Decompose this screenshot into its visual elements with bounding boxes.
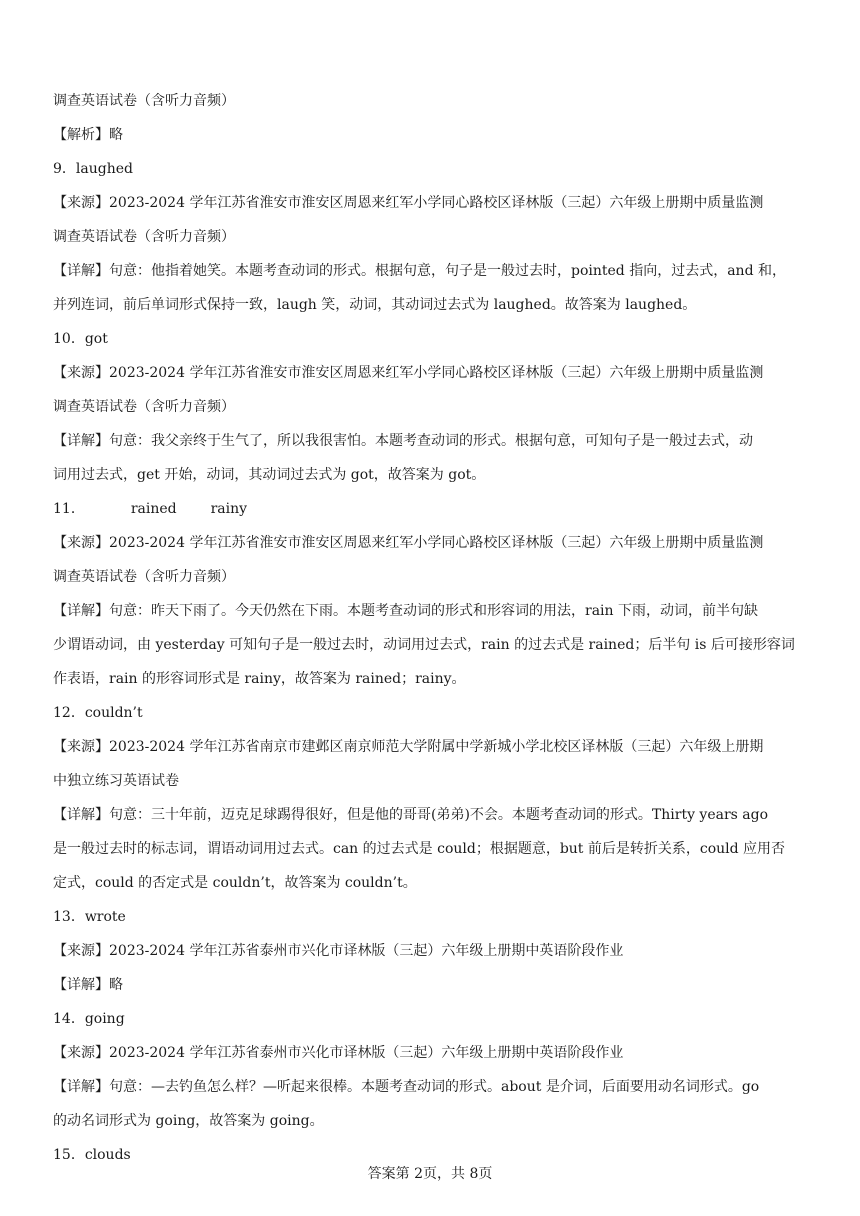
text-line: 调查英语试卷（含听力音频） xyxy=(53,399,235,415)
answer-content xyxy=(53,84,809,1172)
question-11-answer-1: rained xyxy=(130,501,177,517)
source-line: 【来源】2023-2024 学年江苏省淮安市淮安区周恩来红军小学同心路校区译林版（三起）六年级上册期中质量监测 xyxy=(53,195,764,211)
question-13-answer: 13．wrote xyxy=(53,909,126,925)
question-15-answer: 15．clouds xyxy=(53,1147,131,1163)
explanation-line: 少谓语动词，由 yesterday 可知句子是一般过去时，动词用过去式，rain 的过去式是 rained；后半句 is 后可接形容词 xyxy=(53,637,795,653)
explanation-line: 是一般过去时的标志词，谓语动词用过去式。can 的过去式是 could；根据题意，but 前后是转折关系，could 应用否 xyxy=(53,841,786,857)
question-14-answer: 14．going xyxy=(53,1011,125,1027)
explanation-line: 【详解】句意：—去钓鱼怎么样？—听起来很棒。本题考查动词的形式。about 是介词，后面要用动名词形式。go xyxy=(53,1079,760,1095)
explanation-line: 并列连词，前后单词形式保持一致，laugh 笑，动词，其动词过去式为 laughed。故答案为 laughed。 xyxy=(53,297,697,313)
text-line: 调查英语试卷（含听力音频） xyxy=(53,229,235,245)
explanation-line: 【详解】句意：他指着她笑。本题考查动词的形式。根据句意，句子是一般过去时，pointed 指向，过去式，and 和， xyxy=(53,263,786,279)
question-10-answer: 10．got xyxy=(53,331,108,347)
source-line: 【来源】2023-2024 学年江苏省泰州市兴化市译林版（三起）六年级上册期中英语阶段作业 xyxy=(53,943,624,959)
source-line: 【来源】2023-2024 学年江苏省淮安市淮安区周恩来红军小学同心路校区译林版（三起）六年级上册期中质量监测 xyxy=(53,365,764,381)
explanation-line: 【详解】句意：我父亲终于生气了，所以我很害怕。本题考查动词的形式。根据句意，可知句子是一般过去式，动 xyxy=(53,433,753,449)
text-line: 中独立练习英语试卷 xyxy=(53,773,179,789)
text-line: 【解析】略 xyxy=(53,127,123,143)
question-11-answer-2: rainy xyxy=(210,501,248,517)
explanation-line: 的动名词形式为 going，故答案为 going。 xyxy=(53,1113,324,1129)
question-12-answer: 12．couldn’t xyxy=(53,705,143,721)
text-line: 调查英语试卷（含听力音频） xyxy=(53,93,235,109)
page-footer: 答案第 2页，共 8页 xyxy=(367,1166,493,1182)
explanation-line: 【详解】句意：三十年前，迈克足球踢得很好，但是他的哥哥(弟弟)不会。本题考查动词的形式。Thirty years ago xyxy=(53,807,769,823)
explanation-line: 词用过去式，get 开始，动词，其动词过去式为 got，故答案为 got。 xyxy=(53,467,486,483)
explanation-line: 定式，could 的否定式是 couldn’t，故答案为 couldn’t。 xyxy=(53,875,417,891)
question-11-answer xyxy=(53,492,809,526)
source-line: 【来源】2023-2024 学年江苏省淮安市淮安区周恩来红军小学同心路校区译林版（三起）六年级上册期中质量监测 xyxy=(53,535,764,551)
source-line: 【来源】2023-2024 学年江苏省南京市建邺区南京师范大学附属中学新城小学北校区译林版（三起）六年级上册期 xyxy=(53,739,764,755)
text-line: 调查英语试卷（含听力音频） xyxy=(53,569,235,585)
source-line: 【来源】2023-2024 学年江苏省泰州市兴化市译林版（三起）六年级上册期中英语阶段作业 xyxy=(53,1045,624,1061)
question-11-number: 11． xyxy=(53,501,85,517)
explanation-line: 【详解】略 xyxy=(53,977,123,993)
question-9-answer: 9．laughed xyxy=(53,161,133,177)
explanation-line: 【详解】句意：昨天下雨了。今天仍然在下雨。本题考查动词的形式和形容词的用法，rain 下雨，动词，前半句缺 xyxy=(53,603,758,619)
explanation-line: 作表语，rain 的形容词形式是 rainy，故答案为 rained；rainy。 xyxy=(53,671,466,687)
